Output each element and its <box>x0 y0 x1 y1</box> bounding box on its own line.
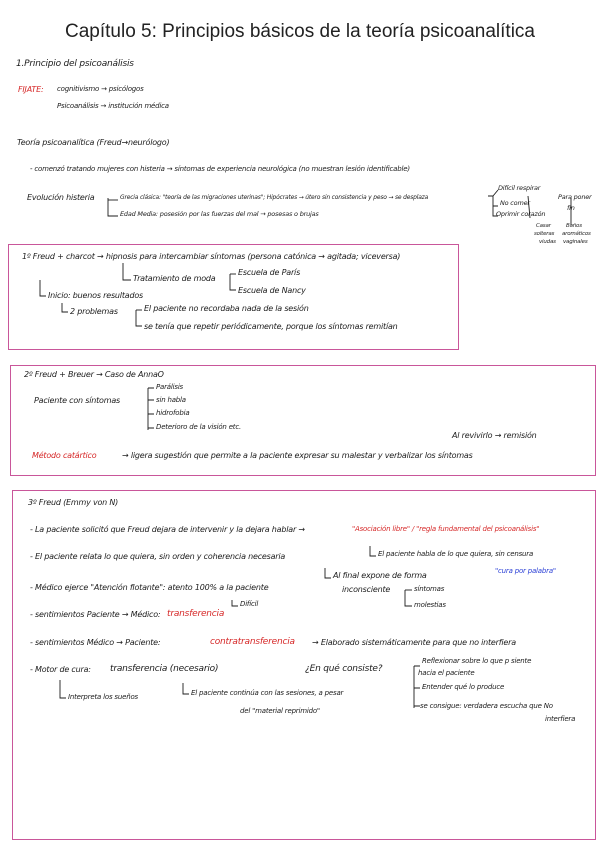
fijate-line-1: cognitivismo → psicólogos <box>57 85 144 93</box>
viudas: viudas <box>539 239 556 245</box>
sentimientos-paciente: - sentimientos Paciente → Médico: <box>30 610 161 619</box>
sintoma-paralisis: Parálisis <box>156 383 184 391</box>
sintoma-sin-habla: sin habla <box>156 396 186 404</box>
sintoma-hidrofobia: hidrofobia <box>156 409 190 417</box>
atencion-flotante: - Médico ejerce "Atención flotante": atento 100% a la paciente <box>30 583 269 592</box>
dos-problemas: 2 problemas <box>70 307 118 316</box>
material-reprimido: del "material reprimido" <box>240 707 320 715</box>
transferencia-label: transferencia <box>167 609 225 619</box>
habla-sin-censura: El paciente habla de lo que quiera, sin censura <box>378 550 534 558</box>
box-emmy-von-n <box>12 490 596 840</box>
edad-media-line: Edad Media: posesión por las fuerzas del mal → posesas o brujas <box>120 210 319 218</box>
solteras: solteras <box>534 231 555 237</box>
al-final-expone: Al final expone de forma <box>333 571 427 580</box>
aromaticos: aromáticos <box>562 231 591 237</box>
interpreta-suenos: Interpreta los sueños <box>68 693 138 701</box>
metodo-descripcion: → ligera sugestión que permite a la paciente expresar su malestar y verbalizar los síntomas <box>122 451 473 460</box>
fin: fin <box>567 204 575 212</box>
section-1-heading: 1.Principio del psicoanálisis <box>16 59 134 69</box>
page-title: Capítulo 5: Principios básicos de la teoría psicoanalítica <box>65 21 535 42</box>
entender-que-produce: Entender qué lo produce <box>422 683 505 691</box>
escuela-nancy: Escuela de Nancy <box>238 286 306 295</box>
box2-line-1: 2º Freud + Breuer → Caso de AnnaO <box>24 370 164 379</box>
reflexionar: Reflexionar sobre lo que p siente <box>422 657 532 665</box>
escuela-paris: Escuela de París <box>238 268 301 277</box>
hacia-el-paciente: hacia el paciente <box>418 669 475 677</box>
cura-por-palabra: "cura por palabra" <box>495 567 556 575</box>
box3-heading: 3º Freud (Emmy von N) <box>28 498 119 507</box>
asociacion-libre: "Asociación libre" / "regla fundamental del psicoanálisis" <box>352 525 540 533</box>
sintoma-vision: Deterioro de la visión etc. <box>156 423 242 431</box>
en-que-consiste: ¿En qué consiste? <box>305 664 383 674</box>
box3-line-1a: - La paciente solicitó que Freud dejara de intervenir y la dejara hablar → <box>30 525 305 534</box>
motor-de-cura: - Motor de cura: <box>30 665 91 674</box>
transferencia-necesario: transferencia (necesario) <box>110 664 219 674</box>
remision: Al revivirlo → remisión <box>452 431 537 440</box>
inicio-buenos-resultados: Inicio: buenos resultados <box>48 291 144 300</box>
continua-sesiones: El paciente continúa con las sesiones, a pesar <box>191 689 344 697</box>
paciente-sintomas: Paciente con síntomas <box>34 396 121 405</box>
no-comer: No comer <box>500 199 530 207</box>
teoria-line-1: - comenzó tratando mujeres con histeria → síntomas de experiencia neurológica (no muestran lesión identificable) <box>30 165 410 173</box>
vaginales: vaginales <box>563 239 588 245</box>
verdadera-escucha: se consigue: verdadera escucha que No <box>420 702 553 710</box>
casar: Casar <box>536 223 551 229</box>
problema-2: se tenía que repetir periódicamente, porque los síntomas remitían <box>144 322 398 331</box>
dificil-label: Difícil <box>240 600 259 608</box>
molestias: molestias <box>414 601 446 609</box>
tratamiento-moda: Tratamiento de moda <box>133 274 216 283</box>
box3-line-2: - El paciente relata lo que quiera, sin orden y coherencia necesaria <box>30 552 286 561</box>
fijate-line-2: Psicoanálisis → institución médica <box>57 102 169 110</box>
inconsciente: inconsciente <box>342 585 391 594</box>
metodo-catartico: Método catártico <box>32 451 97 460</box>
problema-1: El paciente no recordaba nada de la sesión <box>144 304 309 313</box>
dificil-respirar: Difícil respirar <box>498 184 541 192</box>
fijate-label: FIJATE: <box>18 85 44 94</box>
grecia-line: Grecia clásica: "teoría de las migraciones uterinas"; Hipócrates → útero sin consistencia y peso → se desplaza <box>120 194 429 201</box>
para-poner: Para poner <box>558 193 592 201</box>
interfiera: interfiera <box>545 715 576 723</box>
sintomas: síntomas <box>414 585 445 593</box>
oprimir-corazon: Oprimir corazón <box>496 210 546 218</box>
contratransferencia-label: contratransferencia <box>210 637 295 647</box>
evolucion-histeria: Evolución histeria <box>27 193 95 202</box>
box1-line-1: 1º Freud + charcot → hipnosis para intercambiar síntomas (persona catónica → agitada; viceversa) <box>22 252 401 261</box>
teoria-heading: Teoría psicoanalítica (Freud→neurólogo) <box>17 138 170 147</box>
banos: Baños <box>566 223 582 229</box>
elaborado-sistematicamente: → Elaborado sistemáticamente para que no interfiera <box>312 638 516 647</box>
sentimientos-medico: - sentimientos Médico → Paciente: <box>30 638 161 647</box>
